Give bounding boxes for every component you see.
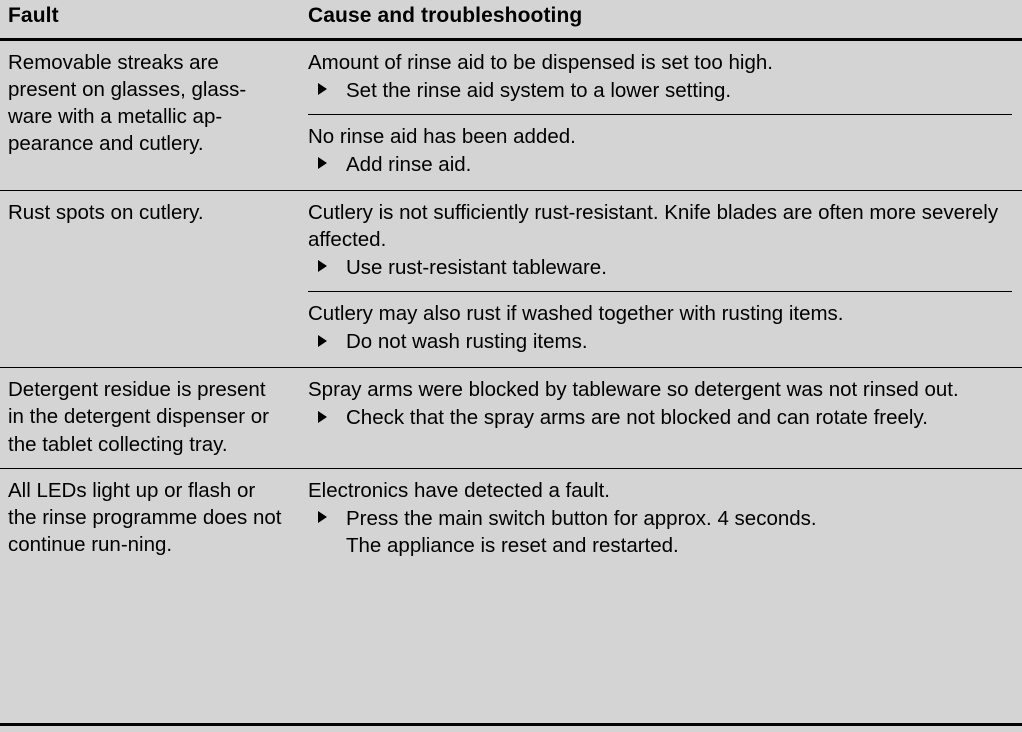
cause-block bbox=[308, 376, 1012, 433]
table-bottom-rule bbox=[0, 723, 1022, 726]
arrow-bullet-icon bbox=[318, 157, 327, 169]
table-row bbox=[0, 191, 1022, 368]
step-item bbox=[308, 254, 1012, 281]
table-row bbox=[0, 368, 1022, 468]
table-row bbox=[0, 40, 1022, 191]
arrow-bullet-icon bbox=[318, 335, 327, 347]
step-item bbox=[308, 404, 1012, 431]
fault-text: Rust spots on cutlery. bbox=[0, 191, 300, 368]
step-item bbox=[308, 328, 1012, 355]
cause-text: No rinse aid has been added. bbox=[308, 125, 576, 149]
table-row bbox=[0, 468, 1022, 571]
fault-text: All LEDs light up or flash or the rinse programme does not continue run-ning. bbox=[0, 468, 300, 571]
arrow-bullet-icon bbox=[318, 411, 327, 423]
cause-text: Amount of rinse aid to be dispensed is set too high. bbox=[308, 51, 773, 74]
cause-cell bbox=[300, 468, 1022, 571]
arrow-bullet-icon bbox=[318, 83, 327, 95]
step-item bbox=[308, 151, 1012, 178]
cause-cell bbox=[300, 40, 1022, 191]
step-item bbox=[308, 77, 1012, 104]
cause-text: Spray arms were blocked by tableware so detergent was not rinsed out. bbox=[308, 378, 959, 402]
arrow-bullet-icon bbox=[318, 511, 327, 523]
arrow-bullet-icon bbox=[318, 260, 327, 272]
step-list bbox=[308, 328, 1012, 355]
step-list bbox=[308, 151, 1012, 178]
step-list bbox=[308, 505, 1012, 559]
step-list bbox=[308, 404, 1012, 431]
step-result-text: The appliance is reset and restarted. bbox=[346, 533, 679, 557]
cause-cell bbox=[300, 368, 1022, 468]
step-text: Set the rinse aid system to a lower setting. bbox=[346, 79, 732, 103]
column-header-cause: Cause and troubleshooting bbox=[308, 4, 583, 27]
cause-text: Cutlery may also rust if washed together with rusting items. bbox=[308, 302, 844, 326]
step-list bbox=[308, 77, 1012, 104]
step-text: Add rinse aid. bbox=[346, 153, 472, 177]
fault-text: Removable streaks are present on glasses, glass-ware with a metallic ap-pearance and cutlery. bbox=[0, 40, 300, 191]
cause-block bbox=[308, 291, 1012, 357]
step-item bbox=[308, 505, 1012, 559]
cause-block bbox=[308, 114, 1012, 180]
cause-block bbox=[308, 199, 1012, 283]
column-header-fault: Fault bbox=[8, 4, 59, 27]
step-text: Press the main switch button for approx. 4 seconds. bbox=[346, 506, 817, 530]
step-text: Do not wash rusting items. bbox=[346, 330, 588, 354]
fault-text: Detergent residue is present in the detergent dispenser or the tablet collecting tray. bbox=[0, 368, 300, 468]
cause-text: Electronics have detected a fault. bbox=[308, 478, 610, 502]
table-header-row bbox=[0, 0, 1022, 40]
cause-text: Cutlery is not sufficiently rust-resistant. Knife blades are often more severely affected. bbox=[308, 201, 999, 252]
cause-block bbox=[308, 477, 1012, 561]
step-text: Check that the spray arms are not blocked and can rotate freely. bbox=[346, 406, 928, 430]
step-list bbox=[308, 254, 1012, 281]
cause-cell bbox=[300, 191, 1022, 368]
cause-block bbox=[308, 49, 1012, 106]
step-text: Use rust-resistant tableware. bbox=[346, 256, 607, 280]
